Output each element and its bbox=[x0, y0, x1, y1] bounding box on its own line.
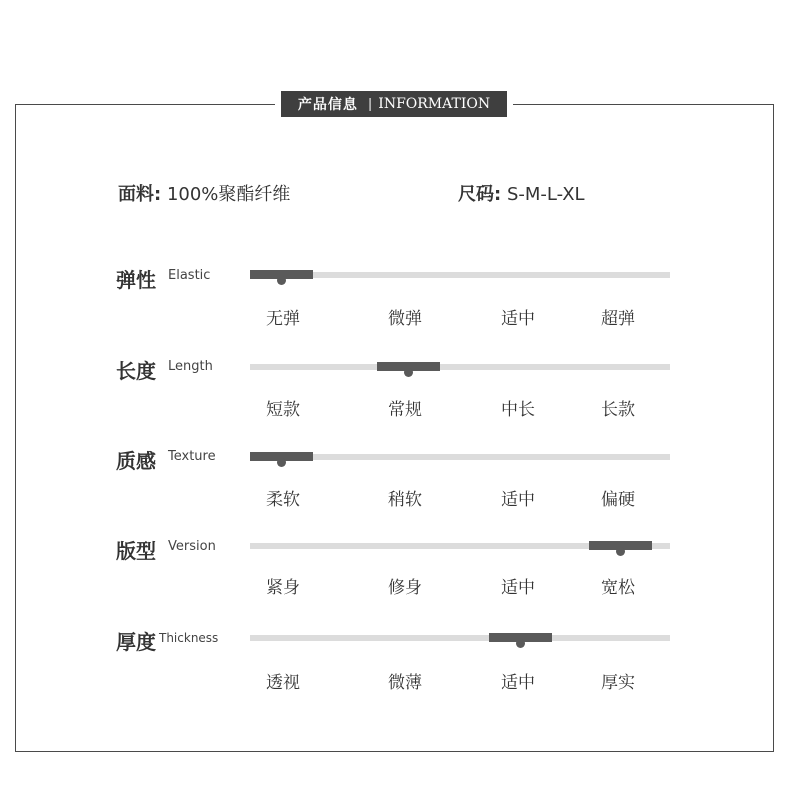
scale-option: 长款 bbox=[601, 400, 635, 420]
scale-option: 短款 bbox=[266, 400, 300, 420]
scale-option: 宽松 bbox=[601, 578, 635, 598]
scale-option: 适中 bbox=[501, 673, 535, 693]
attribute-row-version bbox=[0, 535, 790, 605]
scale-track bbox=[250, 272, 670, 278]
header-title-en: INFORMATION bbox=[378, 96, 491, 112]
scale-option: 修身 bbox=[388, 578, 422, 598]
attribute-row-length bbox=[0, 355, 790, 425]
scale-marker bbox=[377, 362, 440, 371]
section-header bbox=[281, 91, 507, 117]
scale-option: 中长 bbox=[501, 400, 535, 420]
scale-marker bbox=[250, 270, 313, 279]
scale-option: 偏硬 bbox=[601, 490, 635, 510]
scale-option: 适中 bbox=[501, 490, 535, 510]
scale-option: 柔软 bbox=[266, 490, 300, 510]
scale-option: 稍软 bbox=[388, 490, 422, 510]
scale-option: 超弹 bbox=[601, 309, 635, 329]
attribute-title-en: Texture bbox=[168, 449, 216, 464]
scale-option: 适中 bbox=[501, 309, 535, 329]
scale-track bbox=[250, 543, 670, 549]
attribute-row-texture bbox=[0, 445, 790, 515]
frame-gap-right bbox=[507, 100, 513, 108]
attribute-title-en: Version bbox=[168, 539, 216, 554]
scale-track bbox=[250, 454, 670, 460]
scale-option: 紧身 bbox=[266, 578, 300, 598]
attribute-title-zh: 质感 bbox=[116, 449, 156, 473]
scale-option: 常规 bbox=[388, 400, 422, 420]
attribute-row-thickness bbox=[0, 626, 790, 696]
attribute-row-elastic bbox=[0, 264, 790, 334]
scale-option: 厚实 bbox=[601, 673, 635, 693]
attribute-title-zh: 版型 bbox=[116, 539, 156, 563]
attribute-title-en: Elastic bbox=[168, 268, 211, 283]
attribute-title-en: Thickness bbox=[159, 631, 219, 645]
size-value: S-M-L-XL bbox=[506, 184, 585, 205]
scale-marker bbox=[250, 452, 313, 461]
header-title-zh: 产品信息 bbox=[297, 97, 358, 113]
attribute-title-zh: 长度 bbox=[116, 359, 156, 383]
size-label: 尺码: bbox=[458, 184, 502, 205]
scale-option: 微薄 bbox=[388, 673, 422, 693]
attribute-title-zh: 厚度 bbox=[116, 630, 156, 654]
fabric-spec bbox=[118, 180, 290, 206]
attribute-title-zh: 弹性 bbox=[116, 268, 156, 292]
scale-option: 适中 bbox=[501, 578, 535, 598]
scale-option: 微弹 bbox=[388, 309, 422, 329]
scale-option: 无弹 bbox=[266, 309, 300, 329]
scale-option: 透视 bbox=[266, 673, 300, 693]
scale-marker bbox=[589, 541, 652, 550]
attribute-title-en: Length bbox=[168, 359, 213, 374]
scale-track bbox=[250, 635, 670, 641]
scale-marker bbox=[489, 633, 552, 642]
fabric-value: 100%聚酯纤维 bbox=[166, 184, 291, 205]
header-separator: | bbox=[367, 96, 373, 112]
fabric-label: 面料: bbox=[118, 184, 162, 205]
scale-track bbox=[250, 364, 670, 370]
size-spec bbox=[458, 180, 585, 206]
